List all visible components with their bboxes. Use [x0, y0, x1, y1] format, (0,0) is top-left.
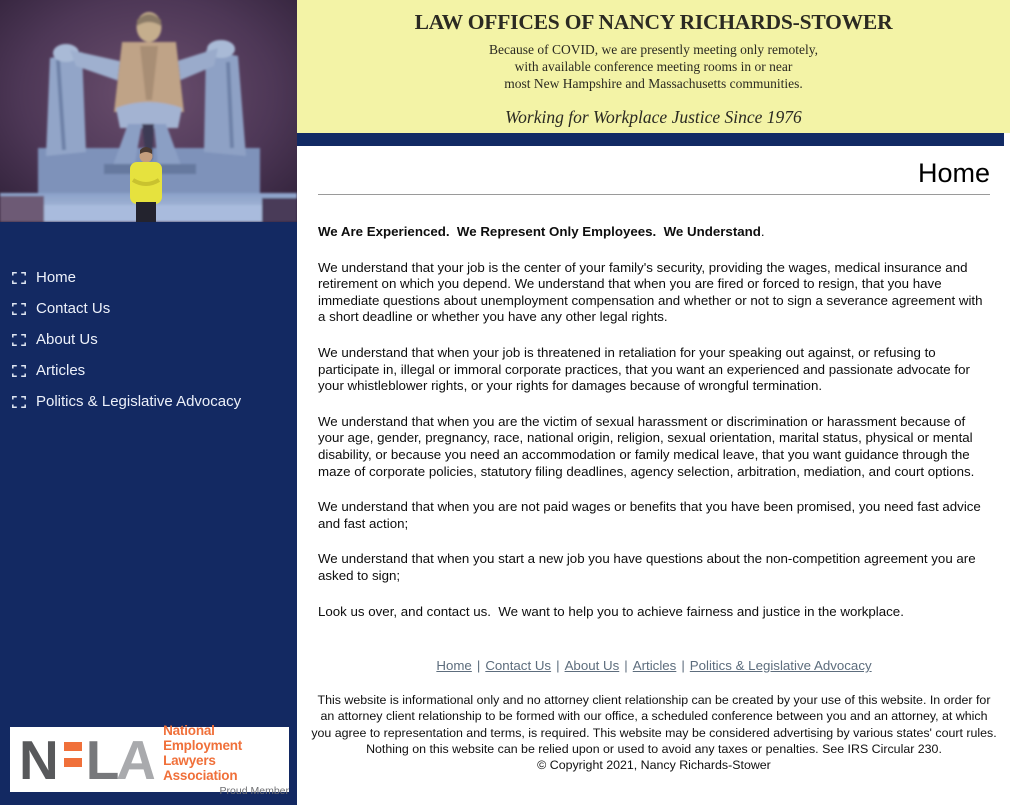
intro-statement — [318, 224, 990, 241]
footer-link-home[interactable]: Home — [436, 658, 472, 674]
sidebar-item-label: Articles — [36, 362, 86, 379]
legal-disclaimer: This website is informational only and no attorney client relationship can be created by your use of this website. In order for an attorney client relationship to be formed with our office, a scheduled conference between you and an attorney, at which you agree to representation and terms, is required. This website may be considered advertising by various states' court rules. Nothing on this website can be relied upon or used to avoid any taxes or penalties. See IRS Circular 230. — [311, 693, 997, 756]
corner-brackets-icon — [12, 334, 26, 346]
corner-brackets-icon — [12, 396, 26, 408]
nela-letter-a: A — [115, 728, 157, 791]
main-content — [297, 146, 1010, 773]
corner-brackets-icon — [12, 272, 26, 284]
intro-period: . — [760, 224, 765, 239]
nela-letter-n: N — [19, 728, 57, 791]
paragraph-harassment-discrimination: We understand that when you are the victim of sexual harassment or discrimination or harassment because of your age, gender, pregnancy, race, national origin, religion, sexual orientation, marital status, physical or mental disability, or because you need an accommodation or family medical leave, that you want guidance through the maze of corporate policies, statutory filing deadlines, agency selection, arbitration, mediation, and court options. — [318, 413, 977, 479]
nela-letter-e-bars — [64, 742, 82, 767]
footer-separator: | — [476, 658, 481, 674]
nela-text — [163, 723, 289, 797]
nela-proud-member-label: Proud Member — [219, 784, 289, 797]
footer-link-about-us[interactable]: About Us — [564, 658, 620, 674]
sidebar-nav — [0, 262, 297, 417]
sidebar-item-contact-us[interactable] — [0, 293, 297, 324]
covid-notice — [297, 41, 1010, 92]
sidebar-item-label: Contact Us — [36, 300, 111, 317]
nela-letter-l: L — [85, 728, 118, 791]
nela-logo — [19, 728, 157, 791]
tagline: Working for Workplace Justice Since 1976 — [505, 107, 802, 127]
footer-separator: | — [556, 658, 560, 674]
footer-separator: | — [624, 658, 628, 674]
nela-line-2: Lawyers Association — [163, 752, 238, 783]
paragraph-unpaid-wages: We understand that when you are not paid wages or benefits that you have been promised, you need fast advice and fast action; — [318, 499, 985, 531]
intro-bold-text: We Are Experienced. We Represent Only Employees. We Understand — [318, 224, 761, 239]
sidebar-item-label: About Us — [36, 331, 98, 348]
paragraph-non-competition: We understand that when you start a new job you have questions about the non-competition agreement you are asked to sign; — [318, 551, 980, 583]
copyright-notice: © Copyright 2021, Nancy Richards-Stower — [537, 757, 771, 772]
footer-nav — [318, 658, 990, 673]
corner-brackets-icon — [12, 365, 26, 377]
footer-link-politics-legislative-advocacy[interactable]: Politics & Legislative Advocacy — [689, 658, 872, 674]
covid-notice-line-2: with available conference meeting rooms in or near — [514, 59, 793, 74]
sidebar-item-label: Home — [36, 269, 77, 286]
header-divider-bar — [297, 133, 1004, 146]
sidebar-item-about-us[interactable] — [0, 324, 297, 355]
sidebar-item-label: Politics & Legislative Advocacy — [36, 393, 242, 410]
site-title: LAW OFFICES OF NANCY RICHARDS-STOWER — [414, 10, 893, 34]
nela-proud-member-badge[interactable] — [10, 722, 289, 797]
paragraph-look-us-over: Look us over, and contact us. We want to help you to achieve fairness and justice in the workplace. — [318, 603, 904, 619]
paragraph-job-security: We understand that your job is the center of your family's security, providing the wages, medical insurance and retirement on which you depend. We understand that when you are fired or forced to resign, that you have immediate questions about unemployment compensation and whether or not to sign a severance agreement with a short deadline or whether you have any other legal rights. — [318, 259, 987, 325]
corner-brackets-icon — [12, 303, 26, 315]
sidebar-item-home[interactable] — [0, 262, 297, 293]
footer-link-articles[interactable]: Articles — [632, 658, 677, 674]
title-rule — [318, 194, 990, 195]
nela-line-1: National Employment — [163, 722, 243, 753]
sidebar-item-politics-legislative-advocacy[interactable] — [0, 386, 297, 417]
sidebar — [0, 0, 297, 805]
paragraph-retaliation: We understand that when your job is threatened in retaliation for your speaking out against, or refusing to participate in, illegal or immoral corporate practices, that you want an experienced and passionate advocate for your whistleblower rights, or your rights for damages because of wrongful termination. — [318, 344, 974, 394]
footer-link-contact-us[interactable]: Contact Us — [485, 658, 552, 674]
footer-separator: | — [681, 658, 685, 674]
sidebar-item-articles[interactable] — [0, 355, 297, 386]
covid-notice-line-1: Because of COVID, we are presently meeting only remotely, — [488, 42, 819, 57]
covid-notice-line-3: most New Hampshire and Massachusetts communities. — [504, 76, 803, 91]
lincoln-memorial-photo — [0, 0, 297, 222]
site-header — [297, 0, 1010, 133]
page-title: Home — [917, 158, 990, 188]
